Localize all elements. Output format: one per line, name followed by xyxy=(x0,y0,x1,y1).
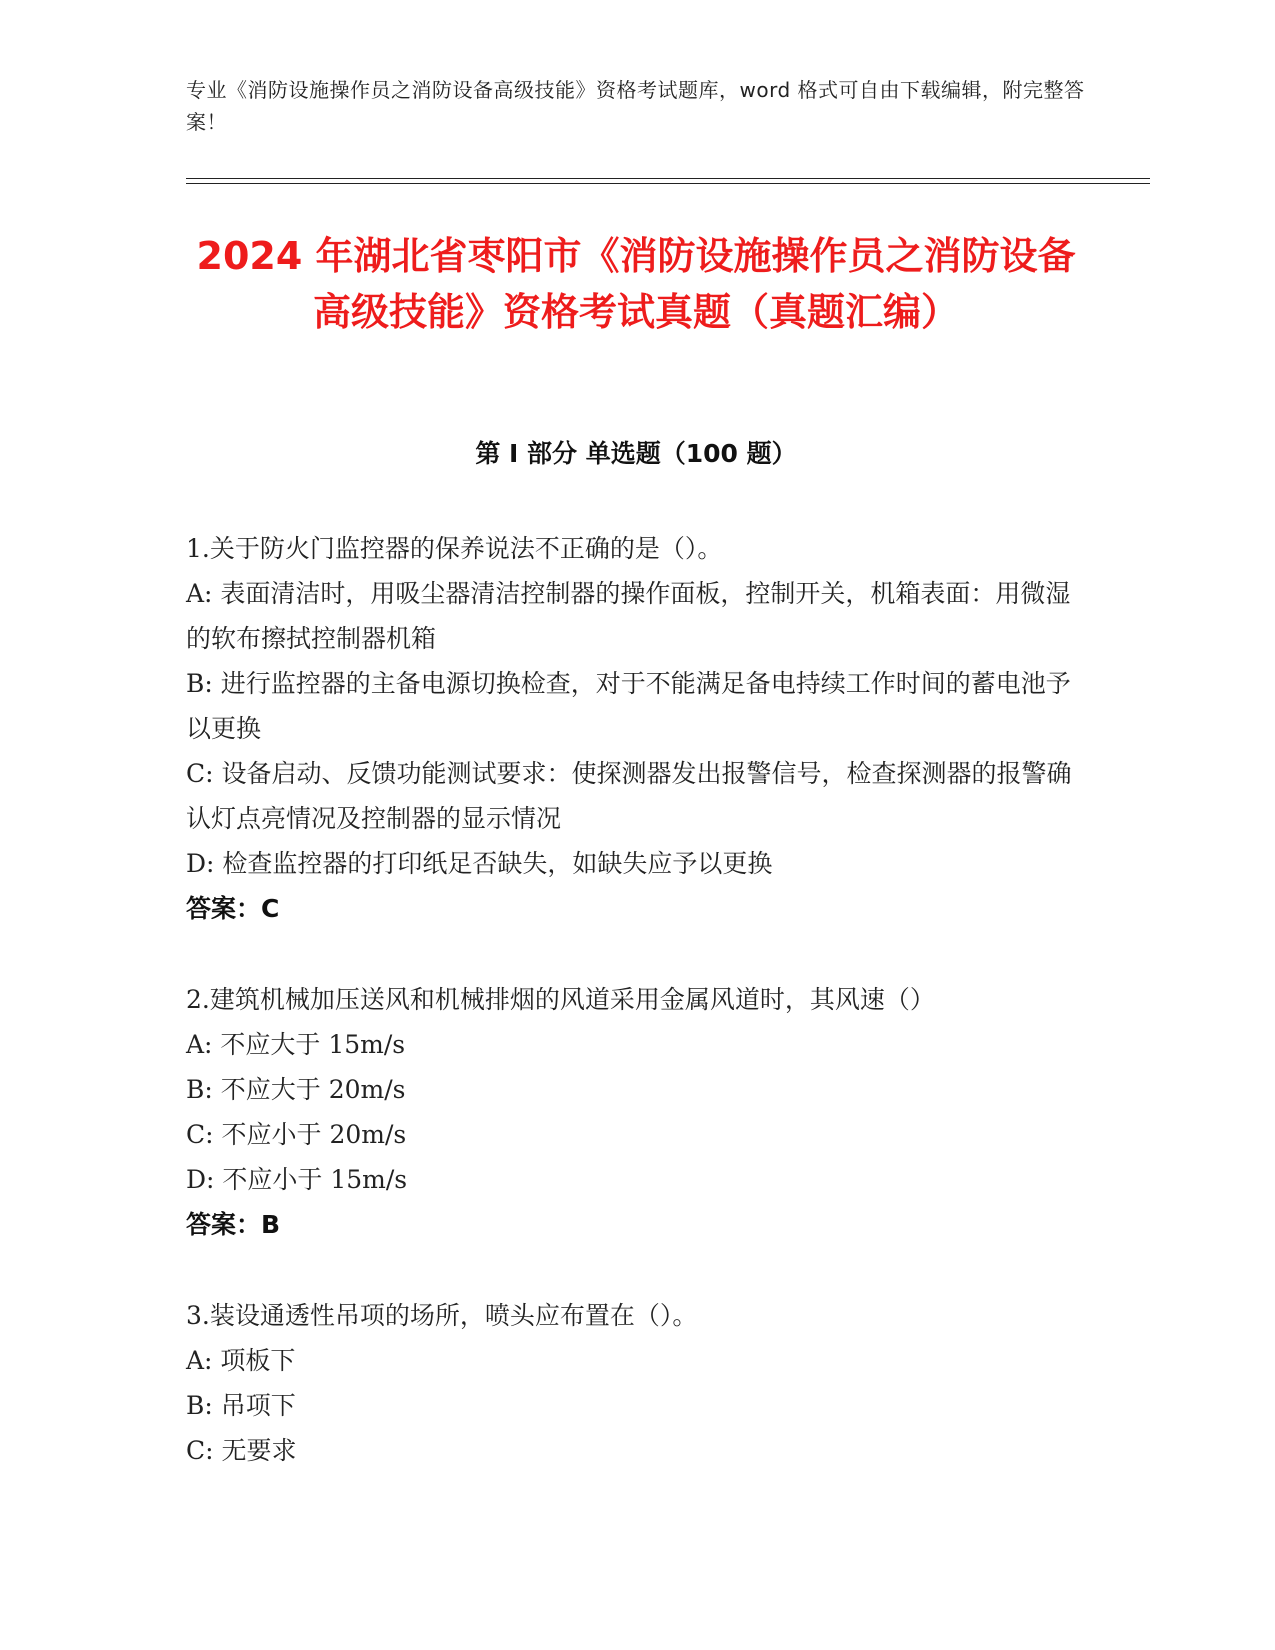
header-divider-bottom xyxy=(186,183,1150,184)
option-c: C: 设备启动、反馈功能测试要求：使探测器发出报警信号，检查探测器的报警确认灯点亮情况及控制器的显示情况 xyxy=(186,759,1072,833)
answer: 答案：B xyxy=(186,1210,281,1239)
option-b: B: 进行监控器的主备电源切换检查，对于不能满足备电持续工作时间的蓄电池予以更换 xyxy=(186,669,1071,743)
option-d: D: 检查监控器的打印纸足否缺失，如缺失应予以更换 xyxy=(186,849,773,878)
answer: 答案：C xyxy=(186,894,280,923)
option-b: B: 不应大于 20m/s xyxy=(186,1075,406,1104)
question-3 xyxy=(186,1293,1086,1473)
question-stem: 2.建筑机械加压送风和机械排烟的风道采用金属风道时，其风速（） xyxy=(186,985,935,1014)
option-c: C: 不应小于 20m/s xyxy=(186,1120,407,1149)
option-a: A: 项板下 xyxy=(186,1346,296,1375)
option-b: B: 吊项下 xyxy=(186,1391,296,1420)
document-title: 2024 年湖北省枣阳市《消防设施操作员之消防设备高级技能》资格考试真题（真题汇编） xyxy=(196,234,1076,334)
question-list xyxy=(186,526,1086,1519)
header-note: 专业《消防设施操作员之消防设备高级技能》资格考试题库，word 格式可自由下载编辑，附完整答案！ xyxy=(186,78,1085,134)
section-heading: 第 I 部分 单选题（100 题） xyxy=(475,439,797,468)
question-stem: 1.关于防火门监控器的保养说法不正确的是（）。 xyxy=(186,534,723,563)
option-d: D: 不应小于 15m/s xyxy=(186,1165,408,1194)
option-a: A: 表面清洁时，用吸尘器清洁控制器的操作面板，控制开关，机箱表面：用微湿的软布擦拭控制器机箱 xyxy=(186,579,1071,653)
option-c: C: 无要求 xyxy=(186,1436,297,1465)
question-2 xyxy=(186,977,1086,1247)
question-stem: 3.装设通透性吊项的场所，喷头应布置在（）。 xyxy=(186,1301,698,1330)
header-divider-top xyxy=(186,178,1150,179)
option-a: A: 不应大于 15m/s xyxy=(186,1030,406,1059)
question-1 xyxy=(186,526,1086,931)
